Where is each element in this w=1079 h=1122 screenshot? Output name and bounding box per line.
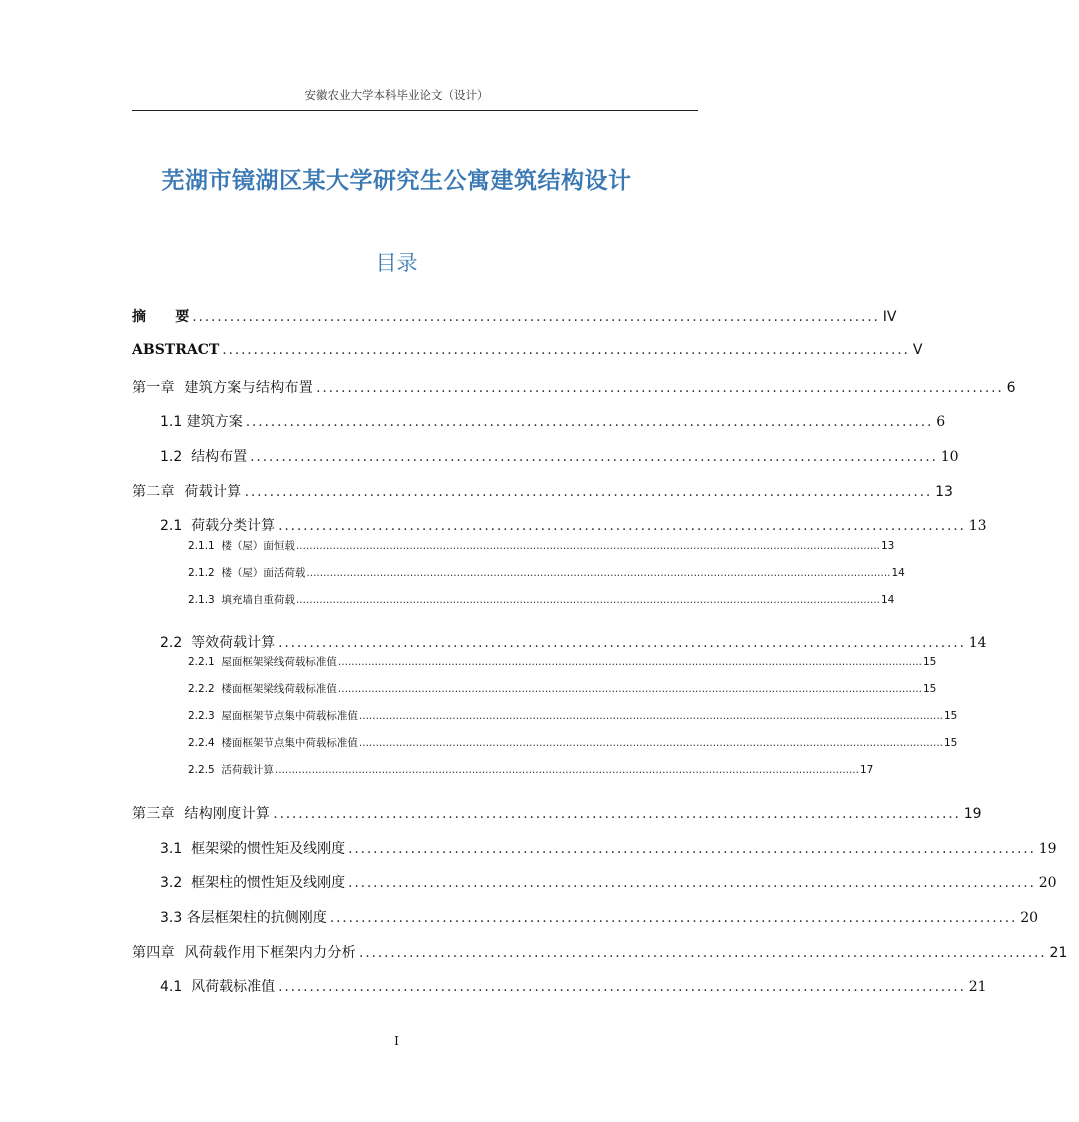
toc-entry-title: 1.2 结构布置	[160, 449, 248, 465]
toc-entry-page: 10	[940, 449, 959, 465]
toc-entry-2-1[interactable]	[160, 515, 987, 535]
toc-entry-page: 15	[944, 710, 958, 722]
toc-entry-title: ABSTRACT	[132, 342, 220, 358]
toc-leader: ..............................................................................................................	[273, 806, 961, 822]
toc-entry-2-1-1[interactable]	[188, 538, 895, 553]
toc-entry-page: 20	[1020, 910, 1039, 926]
toc-entry-chapter-2[interactable]	[132, 481, 953, 501]
toc-leader: ..............................................................................................................	[316, 380, 1004, 396]
toc-entry-chapter-1[interactable]	[132, 377, 1016, 397]
toc-entry-page: 13	[935, 484, 953, 500]
toc-entry-title: 2.2.5 活荷载计算	[188, 764, 274, 776]
toc-entry-title: 3.1 框架梁的惯性矩及线刚度	[160, 841, 346, 857]
toc-leader: ...............................................................................................................................................................................	[337, 656, 922, 668]
toc-leader: ..............................................................................................................	[359, 945, 1047, 961]
toc-leader: ..............................................................................................................	[329, 910, 1018, 926]
toc-entry-2-2-1[interactable]	[188, 654, 937, 669]
toc-entry-title: 第四章 风荷载作用下框架内力分析	[132, 945, 356, 961]
document-title: 芜湖市镜湖区某大学研究生公寓建筑结构设计	[161, 167, 632, 194]
toc-entry-page: 14	[891, 567, 905, 579]
toc-leader: ..............................................................................................................	[250, 449, 938, 465]
toc-leader: ..............................................................................................................	[278, 979, 966, 995]
toc-entry-2-2[interactable]	[160, 632, 987, 652]
toc-entry-abstract-cn[interactable]	[132, 306, 897, 326]
toc-leader: ...............................................................................................................................................................................	[358, 710, 943, 722]
toc-entry-3-3[interactable]	[160, 907, 1039, 927]
toc-leader: ..............................................................................................................	[244, 484, 933, 500]
toc-entry-title: 摘 要	[132, 309, 190, 325]
toc-entry-title: 3.2 框架柱的惯性矩及线刚度	[160, 875, 346, 891]
toc-entry-1-1[interactable]	[160, 411, 946, 431]
toc-leader: ...............................................................................................................................................................................	[295, 594, 880, 606]
toc-entry-3-1[interactable]	[160, 838, 1057, 858]
toc-leader: ..............................................................................................................	[278, 518, 966, 534]
toc-entry-page: 20	[1038, 875, 1057, 891]
toc-entry-3-2[interactable]	[160, 872, 1057, 892]
page-number: I	[394, 1034, 399, 1048]
toc-leader: ..............................................................................................................	[348, 875, 1036, 891]
toc-entry-page: 6	[1006, 380, 1016, 396]
toc-leader: ..............................................................................................................	[278, 635, 966, 651]
toc-leader: ..............................................................................................................	[222, 342, 910, 358]
toc-entry-title: 第三章 结构刚度计算	[132, 806, 271, 822]
toc-entry-2-2-2[interactable]	[188, 681, 937, 696]
toc-entry-page: 15	[923, 656, 937, 668]
toc-entry-2-2-4[interactable]	[188, 735, 958, 750]
toc-leader: ...............................................................................................................................................................................	[274, 764, 859, 776]
toc-entry-page: 19	[963, 806, 982, 822]
toc-entry-4-1[interactable]	[160, 976, 987, 996]
toc-entry-page: 21	[968, 979, 987, 995]
toc-entry-title: 2.1 荷载分类计算	[160, 518, 276, 534]
toc-entry-title: 第二章 荷载计算	[132, 484, 242, 500]
toc-leader: ..............................................................................................................	[348, 841, 1036, 857]
toc-entry-title: 4.1 风荷载标准值	[160, 979, 276, 995]
toc-leader: ...............................................................................................................................................................................	[358, 737, 943, 749]
toc-entry-title: 2.2 等效荷载计算	[160, 635, 276, 651]
toc-entry-title: 2.1.1 楼（屋）面恒载	[188, 540, 295, 552]
toc-entry-2-2-3[interactable]	[188, 708, 958, 723]
toc-entry-chapter-3[interactable]	[132, 803, 982, 823]
toc-entry-page: 21	[1049, 945, 1068, 961]
toc-entry-title: 2.1.2 楼（屋）面活荷载	[188, 567, 306, 579]
toc-entry-page: 15	[944, 737, 958, 749]
toc-leader: ...............................................................................................................................................................................	[337, 683, 922, 695]
toc-entry-1-2[interactable]	[160, 446, 959, 466]
toc-entry-page: 15	[923, 683, 937, 695]
toc-entry-title: 2.2.4 楼面框架节点集中荷载标准值	[188, 737, 358, 749]
toc-entry-2-2-5[interactable]	[188, 762, 874, 777]
toc-entry-page: 19	[1038, 841, 1057, 857]
toc-entry-2-1-2[interactable]	[188, 565, 905, 580]
toc-entry-page: 14	[881, 594, 895, 606]
toc-leader: ..............................................................................................................	[245, 414, 934, 430]
toc-entry-title: 2.2.2 楼面框架梁线荷载标准值	[188, 683, 337, 695]
toc-entry-page: 17	[860, 764, 874, 776]
toc-entry-abstract-en[interactable]	[132, 342, 923, 358]
toc-leader: ..............................................................................................................	[192, 309, 880, 325]
toc-entry-title: 1.1 建筑方案	[160, 414, 243, 430]
toc-entry-title: 第一章 建筑方案与结构布置	[132, 380, 314, 396]
toc-leader: ...............................................................................................................................................................................	[295, 540, 880, 552]
toc-entry-chapter-4[interactable]	[132, 942, 1068, 962]
toc-entry-page: V	[912, 342, 923, 358]
toc-entry-title: 3.3 各层框架柱的抗侧刚度	[160, 910, 327, 926]
toc-entry-page: 14	[968, 635, 987, 651]
toc-leader: ...............................................................................................................................................................................	[306, 567, 891, 579]
toc-entry-title: 2.2.3 屋面框架节点集中荷载标准值	[188, 710, 358, 722]
toc-entry-page: IV	[882, 309, 897, 325]
toc-entry-page: 13	[968, 518, 987, 534]
toc-heading: 目录	[375, 251, 418, 275]
page-header: 安徽农业大学本科毕业论文（设计）	[304, 88, 489, 102]
toc-entry-page: 13	[881, 540, 895, 552]
toc-entry-title: 2.2.1 屋面框架梁线荷载标准值	[188, 656, 337, 668]
toc-entry-page: 6	[936, 414, 946, 430]
toc-entry-title: 2.1.3 填充墙自重荷载	[188, 594, 295, 606]
toc-entry-2-1-3[interactable]	[188, 592, 895, 607]
